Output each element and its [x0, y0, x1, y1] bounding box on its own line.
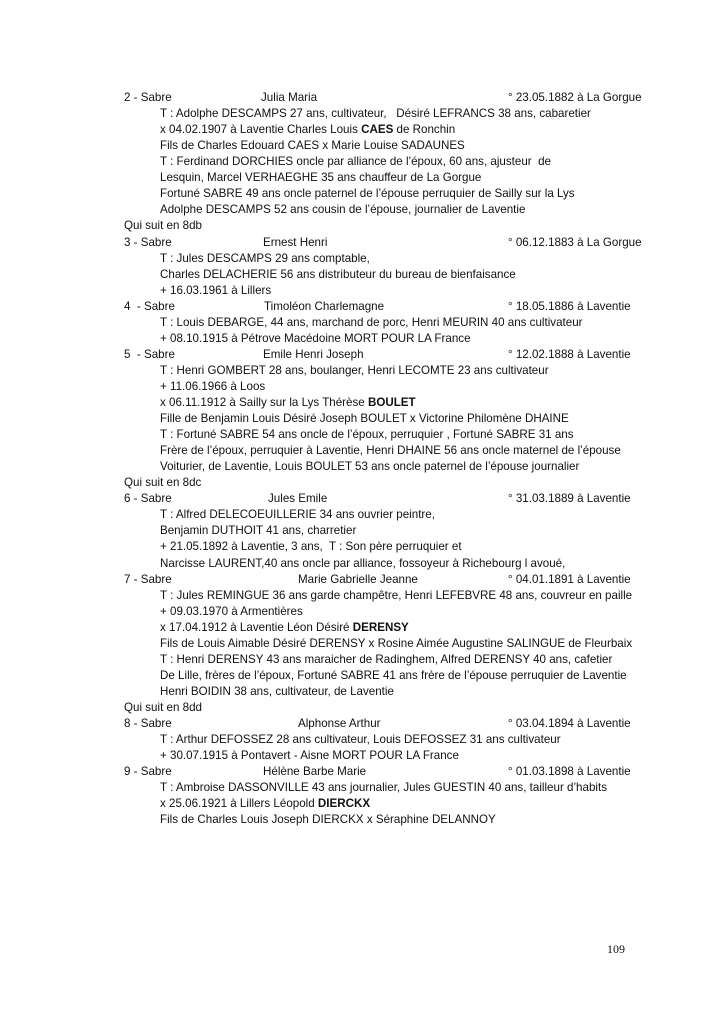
entry-given-names: Alphonse Arthur — [298, 717, 381, 730]
entry-birth: ° 03.04.1894 à Laventie — [508, 717, 631, 730]
detail-line: Fils de Charles Louis Joseph DIERCKX x Séraphine DELANNOY — [160, 813, 496, 827]
detail-line: T : Louis DEBARGE, 44 ans, marchand de porc, Henri MEURIN 40 ans cultivateur — [160, 315, 583, 329]
detail-line: Fortuné SABRE 49 ans oncle paternel de l’épouse perruquier de Sailly sur la Lys — [160, 187, 575, 201]
detail-line: Voiturier, de Laventie, Louis BOULET 53 ans oncle paternel de l’épouse journalier — [160, 460, 580, 474]
marriage-text: x 25.06.1921 à Lillers Léopold — [160, 797, 318, 811]
entry-given-names: Julia Maria — [261, 91, 318, 104]
entry-birth: ° 01.03.1898 à Laventie — [508, 765, 631, 779]
detail-line: T : Ferdinand DORCHIES oncle par alliance de l’époux, 60 ans, ajusteur de — [160, 155, 551, 169]
entry-birth: ° 06.12.1883 à La Gorgue — [508, 235, 642, 249]
marriage-line — [160, 620, 409, 636]
spouse-surname: DERENSY — [352, 620, 409, 634]
entry-given-names: Jules Emile — [268, 492, 328, 506]
entry-given-names: Hélène Barbe Marie — [263, 765, 367, 779]
detail-line: T : Adolphe DESCAMPS 27 ans, cultivateur, Désiré LEFRANCS 38 ans, cabaretier — [160, 107, 591, 120]
detail-line: + 16.03.1961 à Lillers — [160, 283, 272, 297]
entry-birth: ° 04.01.1891 à Laventie — [508, 572, 631, 586]
follow-note: Qui suit en 8db — [124, 219, 202, 233]
entry-given-names: Emile Henri Joseph — [263, 347, 364, 361]
detail-line: Henri BOIDIN 38 ans, cultivateur, de Laventie — [160, 684, 394, 698]
follow-note: Qui suit en 8dd — [124, 700, 202, 714]
entry-number: 6 - Sabre — [124, 492, 172, 506]
entry-given-names: Marie Gabrielle Jeanne — [298, 572, 418, 586]
marriage-origin: de Ronchin — [393, 123, 456, 137]
detail-line: + 09.03.1970 à Armentières — [160, 604, 303, 618]
entry-number: 2 - Sabre — [124, 91, 172, 104]
detail-line: Frère de l’époux, perruquier à Laventie, Henri DHAINE 56 ans oncle maternel de l’épouse — [160, 444, 621, 458]
entry-number: 9 - Sabre — [124, 765, 172, 779]
detail-line: T : Jules REMINGUE 36 ans garde champêtre, Henri LEFEBVRE 48 ans, couvreur en paille — [160, 588, 633, 602]
entry-birth: ° 23.05.1882 à La Gorgue — [508, 91, 642, 104]
detail-line: Fils de Charles Edouard CAES x Marie Louise SADAUNES — [160, 139, 465, 153]
spouse-surname: CAES — [361, 123, 394, 137]
detail-line: Narcisse LAURENT,40 ans oncle par alliance, fossoyeur à Richebourg l avoué, — [160, 556, 566, 570]
entry-given-names: Ernest Henri — [263, 235, 328, 249]
detail-line: T : Fortuné SABRE 54 ans oncle de l’époux, perruquier , Fortuné SABRE 31 ans — [160, 428, 574, 442]
entry-birth: ° 18.05.1886 à Laventie — [508, 299, 631, 313]
detail-line: T : Henri GOMBERT 28 ans, boulanger, Henri LECOMTE 23 ans cultivateur — [160, 363, 549, 377]
marriage-line — [160, 395, 416, 411]
detail-line: + 08.10.1915 à Pétrove Macédoine MORT POUR LA France — [160, 331, 471, 345]
spouse-surname: DIERCKX — [317, 797, 371, 811]
follow-note: Qui suit en 8dc — [124, 476, 202, 490]
entry-number: 5 - Sabre — [124, 347, 175, 361]
detail-line: Fils de Louis Aimable Désiré DERENSY x Rosine Aimée Augustine SALINGUE de Fleurbaix — [160, 636, 633, 650]
marriage-line — [160, 796, 370, 812]
detail-line: T : Henri DERENSY 43 ans maraicher de Radinghem, Alfred DERENSY 40 ans, cafetier — [160, 652, 613, 666]
detail-line: Fille de Benjamin Louis Désiré Joseph BOULET x Victorine Philomène DHAINE — [160, 412, 569, 425]
detail-line: Lesquin, Marcel VERHAEGHE 35 ans chauffeur de La Gorgue — [160, 171, 482, 185]
detail-line: T : Alfred DELECOEUILLERIE 34 ans ouvrier peintre, — [160, 508, 435, 522]
detail-line: + 21.05.1892 à Laventie, 3 ans, T : Son père perruquier et — [160, 540, 462, 554]
entry-birth: ° 31.03.1889 à Laventie — [508, 492, 631, 506]
marriage-text: x 06.11.1912 à Sailly sur la Lys Thérèse — [160, 395, 368, 409]
entry-number: 8 - Sabre — [124, 717, 172, 730]
entry-number: 4 - Sabre — [124, 299, 175, 313]
marriage-line — [160, 122, 455, 138]
entry-given-names: Timoléon Charlemagne — [264, 299, 385, 313]
entry-birth: ° 12.02.1888 à Laventie — [508, 347, 631, 361]
detail-line: + 11.06.1966 à Loos — [160, 379, 266, 393]
detail-line: T : Arthur DEFOSSEZ 28 ans cultivateur, Louis DEFOSSEZ 31 ans cultivateur — [160, 733, 561, 746]
detail-line: Charles DELACHERIE 56 ans distributeur du bureau de bienfaisance — [160, 267, 516, 281]
marriage-text: x 17.04.1912 à Laventie Léon Désiré — [160, 620, 353, 634]
detail-line: T : Ambroise DASSONVILLE 43 ans journalier, Jules GUESTIN 40 ans, tailleur d’habits — [160, 781, 607, 795]
detail-line: De Lille, frères de l’époux, Fortuné SABRE 41 ans frère de l’épouse perruquier de Laventie — [160, 668, 627, 682]
entry-number: 3 - Sabre — [124, 235, 172, 249]
marriage-text: x 04.02.1907 à Laventie Charles Louis — [160, 123, 362, 137]
detail-line: T : Jules DESCAMPS 29 ans comptable, — [160, 251, 370, 265]
detail-line: Benjamin DUTHOIT 41 ans, charretier — [160, 524, 357, 538]
detail-line: Adolphe DESCAMPS 52 ans cousin de l’épouse, journalier de Laventie — [160, 203, 526, 217]
detail-line: + 30.07.1915 à Pontavert - Aisne MORT POUR LA France — [160, 749, 459, 763]
entry-number: 7 - Sabre — [124, 572, 172, 586]
page-number: 109 — [607, 942, 625, 956]
spouse-surname: BOULET — [367, 395, 416, 409]
